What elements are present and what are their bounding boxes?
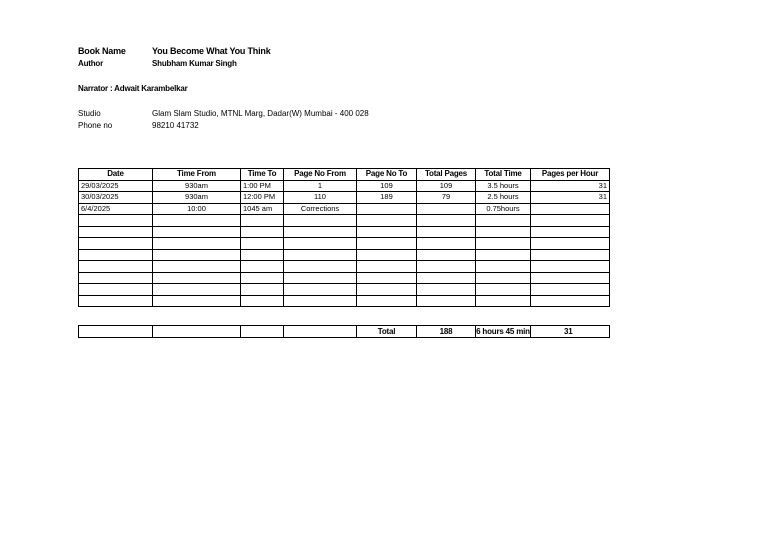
book-name-value: You Become What You Think [152, 46, 271, 56]
table-cell [284, 226, 357, 238]
totals-pages-per-hour: 31 [531, 326, 610, 338]
table-cell [357, 261, 417, 273]
table-cell [241, 249, 284, 261]
table-cell: 109 [417, 180, 476, 192]
table-cell [284, 272, 357, 284]
table-row [79, 295, 610, 307]
table-cell [153, 226, 241, 238]
table-cell [284, 284, 357, 296]
table-cell [476, 226, 531, 238]
table-cell [153, 261, 241, 273]
table-cell [153, 238, 241, 250]
table-cell [476, 215, 531, 227]
table-cell: 30/03/2025 [79, 192, 153, 204]
table-cell [241, 238, 284, 250]
totals-time: 6 hours 45 min [476, 326, 530, 336]
table-cell [417, 226, 476, 238]
table-cell [531, 272, 610, 284]
table-cell [476, 284, 531, 296]
table-cell: 0.75hours [476, 203, 531, 215]
session-table [78, 168, 610, 307]
table-cell [531, 215, 610, 227]
col-header-page-from: Page No From [284, 169, 357, 181]
table-cell [417, 272, 476, 284]
table-cell [417, 215, 476, 227]
table-cell [531, 249, 610, 261]
studio-value: Glam Slam Studio, MTNL Marg, Dadar(W) Mumbai - 400 028 [152, 109, 369, 118]
table-cell [531, 261, 610, 273]
table-row [79, 203, 610, 215]
table-cell [241, 226, 284, 238]
phone-value: 98210 41732 [152, 121, 199, 130]
table-cell [153, 295, 241, 307]
table-cell [153, 272, 241, 284]
table-cell [79, 284, 153, 296]
table-cell: 930am [153, 192, 241, 204]
table-cell: 189 [357, 192, 417, 204]
table-cell [357, 284, 417, 296]
table-row [79, 238, 610, 250]
totals-empty-cell [79, 326, 153, 338]
table-cell [79, 261, 153, 273]
table-cell [79, 295, 153, 307]
table-cell [284, 238, 357, 250]
table-cell: 110 [284, 192, 357, 204]
studio-label: Studio [78, 109, 101, 118]
table-cell [357, 215, 417, 227]
table-cell [417, 284, 476, 296]
table-cell [531, 284, 610, 296]
totals-row [79, 326, 610, 338]
table-cell: 6/4/2025 [79, 203, 153, 215]
table-row [79, 261, 610, 273]
table-row [79, 284, 610, 296]
table-cell [241, 295, 284, 307]
table-cell [153, 284, 241, 296]
table-cell [357, 272, 417, 284]
col-header-total-pages: Total Pages [417, 169, 476, 181]
table-cell [79, 215, 153, 227]
table-cell [284, 295, 357, 307]
col-header-pages-per-hour: Pages per Hour [531, 169, 610, 181]
totals-pages: 188 [417, 326, 476, 338]
table-row [79, 180, 610, 192]
phone-label: Phone no [78, 121, 113, 130]
table-row [79, 215, 610, 227]
table-row [79, 226, 610, 238]
table-cell [241, 261, 284, 273]
table-cell [153, 215, 241, 227]
narrator-line: Narrator : Adwait Karambelkar [78, 84, 188, 93]
col-header-time-to: Time To [241, 169, 284, 181]
table-cell [476, 238, 531, 250]
table-cell: 31 [531, 180, 610, 192]
table-cell [79, 226, 153, 238]
table-cell [476, 295, 531, 307]
table-cell [531, 226, 610, 238]
totals-label: Total [357, 326, 417, 338]
table-cell [531, 238, 610, 250]
table-cell [476, 261, 531, 273]
table-cell [79, 249, 153, 261]
table-cell: 1045 am [241, 203, 284, 215]
table-cell: Corrections [284, 203, 357, 215]
totals-empty-cell [284, 326, 357, 338]
table-cell [357, 203, 417, 215]
table-cell: 12:00 PM [241, 192, 284, 204]
col-header-page-to: Page No To [357, 169, 417, 181]
table-cell [417, 261, 476, 273]
table-header-row [79, 169, 610, 181]
author-label: Author [78, 59, 104, 68]
author-value: Shubham Kumar Singh [152, 59, 237, 68]
table-row [79, 192, 610, 204]
table-cell [284, 249, 357, 261]
book-name-label: Book Name [78, 46, 126, 56]
table-cell [153, 249, 241, 261]
table-cell: 1:00 PM [241, 180, 284, 192]
totals-table [78, 325, 610, 338]
table-cell [531, 203, 610, 215]
table-cell [531, 295, 610, 307]
table-cell [241, 284, 284, 296]
table-cell [357, 226, 417, 238]
totals-empty-cell [241, 326, 284, 338]
table-cell [417, 295, 476, 307]
table-cell [476, 249, 531, 261]
table-cell [284, 215, 357, 227]
totals-empty-cell [153, 326, 241, 338]
table-cell: 930am [153, 180, 241, 192]
table-cell [357, 295, 417, 307]
table-cell [476, 272, 531, 284]
table-cell: 3.5 hours [476, 180, 531, 192]
table-cell: 1 [284, 180, 357, 192]
table-cell: 31 [531, 192, 610, 204]
table-cell [241, 215, 284, 227]
table-cell [417, 203, 476, 215]
col-header-date: Date [79, 169, 153, 181]
table-cell [79, 272, 153, 284]
table-cell: 109 [357, 180, 417, 192]
table-row [79, 272, 610, 284]
table-cell [417, 249, 476, 261]
col-header-time-from: Time From [153, 169, 241, 181]
table-cell [417, 238, 476, 250]
table-cell [357, 238, 417, 250]
table-cell [357, 249, 417, 261]
col-header-total-time: Total Time [476, 169, 531, 181]
table-cell: 79 [417, 192, 476, 204]
table-row [79, 249, 610, 261]
table-cell: 2.5 hours [476, 192, 531, 204]
table-cell: 29/03/2025 [79, 180, 153, 192]
table-cell: 10:00 [153, 203, 241, 215]
table-cell [79, 238, 153, 250]
table-cell [284, 261, 357, 273]
table-cell [241, 272, 284, 284]
